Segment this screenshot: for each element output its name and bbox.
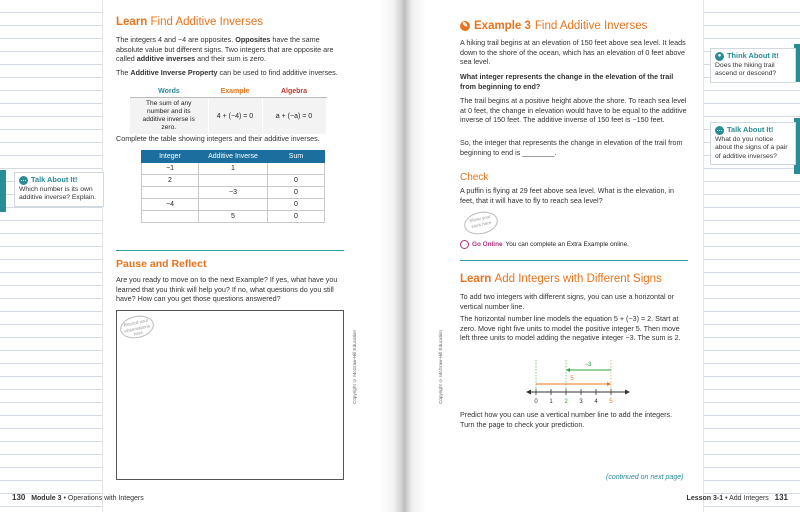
example-paragraph-1: A hiking trail begins at an elevation of 150 feet above sea level. It leads down to the shore of the ocean, which has an elevation of 0 feet above sea level. — [460, 38, 686, 67]
example-paragraph-2: The trail begins at a positive height above the shore. To reach sea level at 0 feet, the change in elevation would have to be equal to the additive inverse of 150 feet. The additive inverse of 150 feet is −150 feet. — [460, 96, 687, 125]
example-question: What integer represents the change in the elevation of the trail from beginning to end? — [460, 72, 674, 91]
talk2-title: Talk About It! — [727, 125, 774, 135]
think-title: Think About It! — [727, 51, 779, 61]
pause-reflect-title: Pause and Reflect — [116, 258, 207, 270]
table-row — [142, 175, 325, 187]
check-text: A puffin is flying at 29 feet above sea level. What is the elevation, in feet, that it will have to fly to reach sea level? — [460, 186, 675, 205]
talk-about-it-right — [710, 122, 796, 165]
tick-label: 4 — [594, 399, 598, 405]
talk2-text: What do you notice about the signs of a pair of additive inverses? — [715, 136, 788, 160]
property-paragraph: The Additive Inverse Property can be used to find additive inverses. — [116, 68, 338, 77]
think-text: Does the hiking trail ascend or descend? — [715, 62, 777, 78]
sum-cell[interactable]: 0 — [268, 187, 325, 199]
arrow-minus-three-label: −3 — [584, 362, 592, 368]
copyright-right: Copyright © McGraw-Hill Education — [438, 330, 443, 404]
inverse-cell[interactable]: 1 — [199, 163, 268, 175]
integer-cell[interactable]: 2 — [142, 175, 199, 187]
inverse-cell[interactable]: −3 — [199, 187, 268, 199]
reflection-answer-box[interactable] — [116, 310, 344, 480]
property-table — [130, 86, 327, 134]
pause-reflect-text: Are you ready to move on to the next Example? If yes, what have you learned that you think will help you? If no, what questions do you still have? How can you get those questions answered? — [116, 275, 338, 304]
talk-text: Which number is its own additive inverse? Explain. — [19, 186, 97, 202]
example-title: Find Additive Inverses — [534, 20, 648, 32]
complete-instructions: Complete the table showing integers and their additive inverses. — [116, 134, 320, 143]
cell-words: The sum of any number and its additive inverse is zero. — [130, 98, 208, 135]
section-divider-left — [116, 250, 344, 251]
inverse-cell[interactable] — [199, 175, 268, 187]
arrow-plus-five-label: 5 — [570, 376, 574, 382]
tick-label: 3 — [579, 399, 583, 405]
go-online-text: You can complete an Extra Example online. — [505, 241, 629, 248]
tick-label: 5 — [609, 399, 613, 405]
talk-title: Talk About It! — [31, 175, 78, 185]
go-online-label[interactable]: Go Online — [472, 241, 503, 248]
cell-algebra: a + (−a) = 0 — [262, 98, 326, 135]
left-note-margin — [0, 0, 103, 512]
tick-label: 0 — [534, 399, 538, 405]
lesson-label: Lesson 3-1 — [686, 495, 724, 502]
globe-icon — [460, 240, 469, 249]
header-integer: Integer — [142, 151, 199, 163]
integer-cell[interactable] — [142, 211, 199, 223]
inverse-cell[interactable] — [199, 199, 268, 211]
axis-right-arrow — [625, 390, 630, 395]
learn2-paragraph-1: To add two integers with different signs, you can use a horizontal or vertical number line. — [460, 292, 675, 311]
integer-cell[interactable] — [142, 187, 199, 199]
module-title: Operations with Integers — [67, 495, 144, 502]
number-line — [526, 356, 630, 406]
footer-left: 130 Module 3 • Operations with Integers — [12, 493, 144, 502]
talk-tab-left — [0, 170, 6, 212]
inverse-table — [141, 150, 325, 223]
footer-right: Lesson 3-1 • Add Integers 131 — [686, 493, 788, 502]
example-paragraph-3: So, the integer that represents the change in elevation of the trail from beginning to end is ________. — [460, 138, 683, 157]
section-divider-right — [460, 260, 688, 261]
header-words: Words — [130, 86, 208, 98]
integer-cell[interactable]: −4 — [142, 199, 199, 211]
learn-title: Find Additive Inverses — [150, 16, 264, 28]
example-heading — [460, 20, 647, 32]
page-number-left: 130 — [12, 493, 26, 502]
module-label: Module 3 — [31, 495, 62, 502]
sum-cell[interactable]: 0 — [268, 175, 325, 187]
book-gutter — [380, 0, 426, 512]
integer-cell[interactable]: −1 — [142, 163, 199, 175]
check-title: Check — [460, 172, 489, 183]
arrow-minus-three-head — [566, 368, 570, 372]
sum-cell[interactable]: 0 — [268, 211, 325, 223]
example-icon: ✎ — [460, 21, 470, 31]
show-work-stamp: Show your work here — [462, 209, 500, 238]
header-sum: Sum — [268, 151, 325, 163]
chat-icon: … — [20, 177, 27, 184]
learn-heading-right — [460, 273, 662, 285]
chat-icon: … — [716, 127, 723, 134]
intro-paragraph: The integers 4 and −4 are opposites. Opposites have the same absolute value but different signs. Two integers that are opposite are called additive inverses and their sum is zero. — [116, 35, 334, 64]
go-online[interactable] — [460, 240, 629, 249]
learn2-label: Learn — [460, 273, 492, 285]
talk-about-it-left — [14, 172, 104, 207]
learn-heading-left — [116, 16, 263, 28]
inverse-cell[interactable]: 5 — [199, 211, 268, 223]
learn2-title: Add Integers with Different Signs — [494, 273, 662, 285]
lesson-title: Add Integers — [729, 495, 769, 502]
table-row — [142, 211, 325, 223]
learn2-paragraph-2: The horizontal number line models the equation 5 + (−3) = 2. Start at zero. Move right five units to model the positive integer 5. Then move left three units to model adding the negative integer −3. The sum is 2. — [460, 314, 681, 343]
tick-label: 1 — [549, 399, 553, 405]
table-row — [142, 163, 325, 175]
think-about-it — [710, 48, 796, 83]
learn2-paragraph-3: Predict how you can use a vertical number line to add the integers. Turn the page to check your prediction. — [460, 410, 673, 429]
tick-label: 2 — [564, 399, 568, 405]
arrow-plus-five-head — [607, 382, 611, 386]
lightbulb-icon: ● — [715, 52, 724, 61]
cell-example: 4 + (−4) = 0 — [208, 98, 262, 135]
learn-label: Learn — [116, 16, 148, 28]
copyright-left: Copyright © McGraw-Hill Education — [352, 330, 357, 404]
sum-cell[interactable] — [268, 163, 325, 175]
table-row — [142, 187, 325, 199]
continued-note: (continued on next page) — [606, 474, 684, 481]
header-algebra: Algebra — [262, 86, 326, 98]
example-label: Example 3 — [474, 20, 531, 32]
table-row — [142, 199, 325, 211]
header-example: Example — [208, 86, 262, 98]
page-number-right: 131 — [774, 493, 788, 502]
header-additive-inverse: Additive Inverse — [199, 151, 268, 163]
axis-left-arrow — [526, 390, 531, 395]
sum-cell[interactable]: 0 — [268, 199, 325, 211]
record-stamp: Record your observations here — [118, 313, 156, 342]
